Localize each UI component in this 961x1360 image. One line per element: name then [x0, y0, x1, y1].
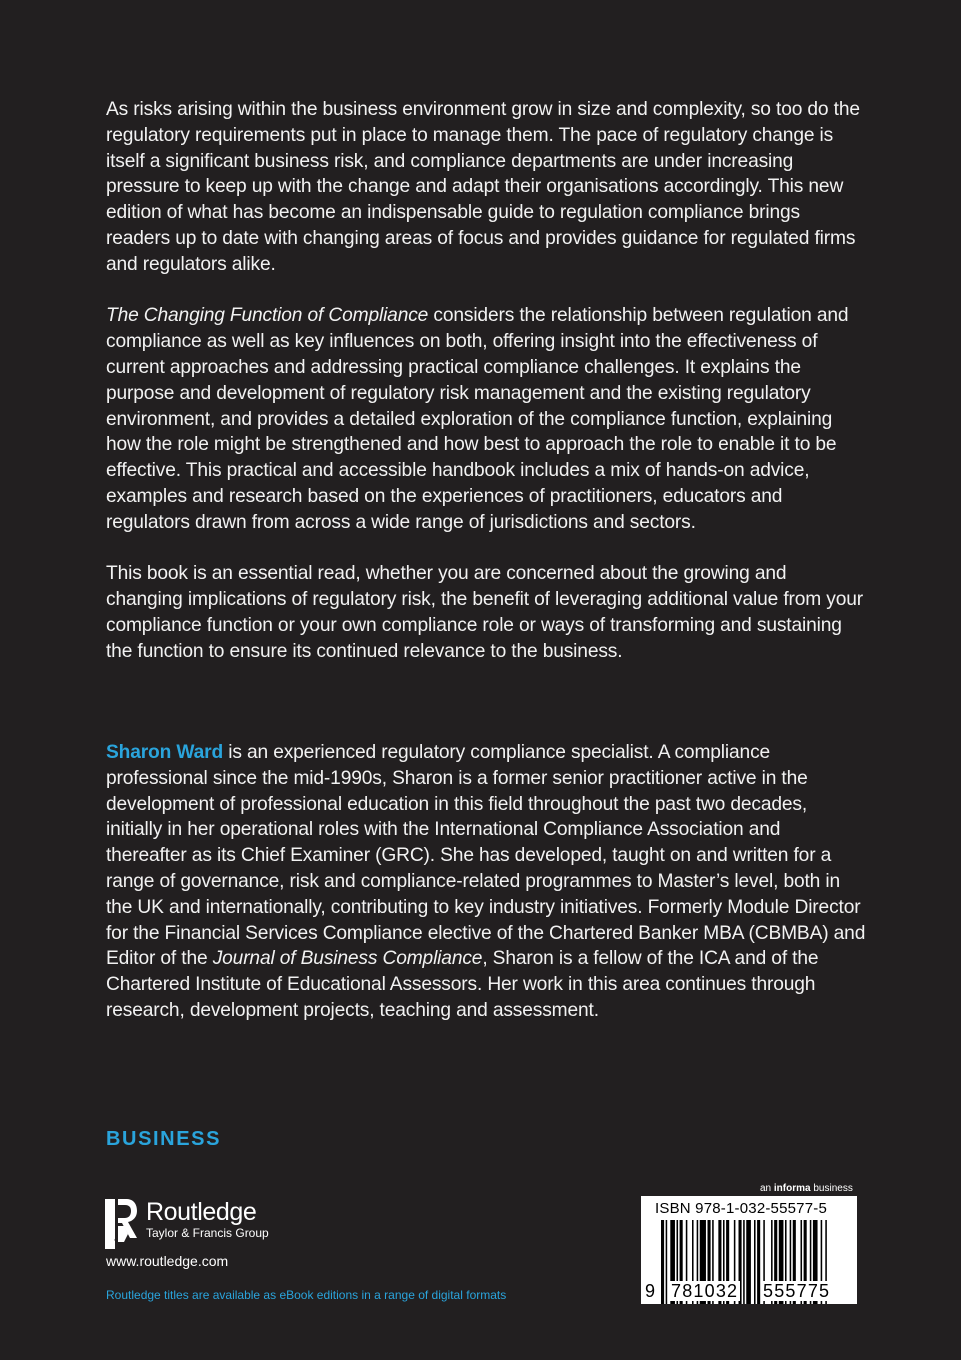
svg-text:R: R [114, 1238, 119, 1241]
isbn-number: ISBN 978-1-032-55577-5 [655, 1200, 828, 1217]
publisher-wordmark [146, 1198, 269, 1240]
barcode-digits-right: 555775 [763, 1281, 831, 1301]
barcode-bar [666, 1220, 668, 1304]
author-bio-paragraph [106, 740, 866, 1024]
book-description [106, 97, 866, 690]
informa-brand: informa [773, 1183, 811, 1194]
informa-suffix: business [810, 1183, 853, 1194]
barcode-digit-first: 9 [645, 1281, 657, 1301]
informa-tagline [760, 1183, 853, 1194]
routledge-logo [104, 1198, 269, 1250]
routledge-r-icon [104, 1198, 138, 1250]
description-paragraph-3: This book is an essential read, whether you are concerned about the growing and changing implications of regulatory risk, the benefit of leveraging additional value from your compliance function or your own compliance role or ways of transforming and sustaining the function to ensure its continued relevance to the business. [106, 563, 864, 662]
publisher-name: Routledge [146, 1198, 257, 1226]
description-paragraph-1: As risks arising within the business environment grow in size and complexity, so too do the regulatory requirements put in place to manage them. The pace of regulatory change is itself a significant business risk, and compliance departments are under increasing pressure to keep up with the change and adapt their organisations accordingly. This new edition of what has become an indispensable guide to regulation compliance brings readers up to date with changing areas of focus and provides guidance for regulated firms and regulators alike. [106, 99, 860, 275]
barcode-bar [757, 1220, 760, 1304]
book-title-italic: The Changing Function of Compliance [106, 305, 429, 327]
barcode-bar [754, 1220, 756, 1304]
publisher-group: Taylor & Francis Group [146, 1226, 269, 1240]
barcode-digits-left: 781032 [671, 1281, 739, 1301]
publisher-website[interactable]: www.routledge.com [106, 1253, 229, 1269]
description-paragraph-2-text: considers the relationship between regulation and compliance as well as key influences on both, offering insight into the effectiveness of current approaches and addressing practical compliance challenges. It explains the purpose and development of regulatory risk management and the existing regulatory environment, and provides a detailed exploration of the compliance function, explaining how the role might be strengthened and how best to approach the role to enable it to be effective. This practical and accessible handbook includes a mix of hands-on advice, examples and research based on the experiences of practitioners, educators and regulators drawn from across a wide range of jurisdictions and sectors. [106, 305, 849, 533]
barcode-bar [661, 1220, 664, 1304]
author-name: Sharon Ward [106, 742, 224, 763]
ebook-note: Routledge titles are available as eBook editions in a range of digital formats [106, 1288, 507, 1302]
barcode-bar [743, 1220, 745, 1304]
category-label: BUSINESS [106, 1128, 222, 1150]
journal-title: Journal of Business Compliance [212, 948, 483, 970]
informa-prefix: an [760, 1183, 774, 1194]
isbn-barcode [641, 1196, 857, 1304]
barcode-bar [746, 1220, 751, 1304]
description-paragraph-2 [106, 303, 866, 535]
author-bio-text-2: , Sharon is a fellow of the ICA and of the Chartered Institute of Educational Assessors. Her work in this area continues through research, development projects, teaching and assessment. [106, 948, 819, 1021]
author-bio-text-1: is an experienced regulatory compliance specialist. A compliance professional since the mid-1990s, Sharon is a former senior practitioner active in the development of professional education in this field throughout the past two decades, initially in her operational roles with the International Compliance Association and thereafter as its Chief Examiner (GRC). She has developed, taught on and written for a range of governance, risk and compliance-related programmes to Master’s level, both in the UK and internationally, contributing to key industry initiatives. Formerly Module Director for the Financial Services Compliance elective of the Chartered Banker MBA (CBMBA) and Editor of the [106, 742, 866, 970]
author-bio [106, 740, 866, 1024]
